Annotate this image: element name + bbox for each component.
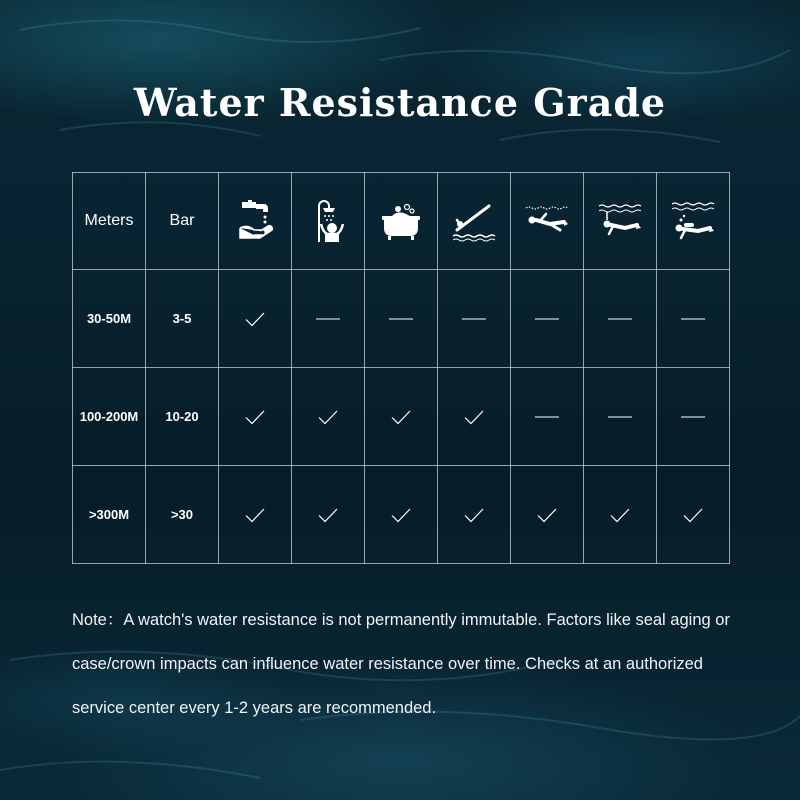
meters-cell: 100-200M bbox=[73, 368, 146, 466]
bar-cell: 10-20 bbox=[146, 368, 219, 466]
dash-icon bbox=[511, 270, 584, 368]
checkmark-icon bbox=[219, 368, 292, 466]
checkmark-icon bbox=[365, 466, 438, 564]
dash-icon bbox=[292, 270, 365, 368]
dive-in-icon bbox=[451, 198, 497, 244]
checkmark-icon bbox=[438, 466, 511, 564]
dash-icon bbox=[511, 368, 584, 466]
dash-icon bbox=[438, 270, 511, 368]
snorkeling-icon bbox=[597, 198, 643, 244]
swimming-icon bbox=[524, 198, 570, 244]
checkmark-icon bbox=[292, 368, 365, 466]
table-row bbox=[73, 270, 730, 368]
meters-cell: 30-50M bbox=[73, 270, 146, 368]
checkmark-icon bbox=[584, 466, 657, 564]
shower-icon bbox=[305, 198, 351, 244]
dash-icon bbox=[657, 368, 730, 466]
meters-cell: >300M bbox=[73, 466, 146, 564]
page-title: Water Resistance Grade bbox=[133, 80, 667, 125]
tap-water-hand-icon bbox=[232, 198, 278, 244]
checkmark-icon bbox=[292, 466, 365, 564]
checkmark-icon bbox=[365, 368, 438, 466]
table-header-row bbox=[73, 173, 730, 270]
bathtub-icon bbox=[378, 198, 424, 244]
dash-icon bbox=[657, 270, 730, 368]
checkmark-icon bbox=[511, 466, 584, 564]
dash-icon bbox=[365, 270, 438, 368]
note-text: Note：A watch's water resistance is not permanently immutable. Factors like seal aging or case/crown impacts can influence water resistance over time. Checks at an authorized service center every 1-2 years are recommended. bbox=[72, 611, 730, 717]
checkmark-icon bbox=[657, 466, 730, 564]
header-bar: Bar bbox=[146, 173, 219, 270]
scuba-diving-icon bbox=[670, 198, 716, 244]
checkmark-icon bbox=[438, 368, 511, 466]
bar-cell: >30 bbox=[146, 466, 219, 564]
header-meters: Meters bbox=[73, 173, 146, 270]
checkmark-icon bbox=[219, 270, 292, 368]
dash-icon bbox=[584, 270, 657, 368]
table-row bbox=[73, 466, 730, 564]
dash-icon bbox=[584, 368, 657, 466]
checkmark-icon bbox=[219, 466, 292, 564]
water-resistance-table bbox=[72, 172, 730, 564]
bar-cell: 3-5 bbox=[146, 270, 219, 368]
table-row bbox=[73, 368, 730, 466]
